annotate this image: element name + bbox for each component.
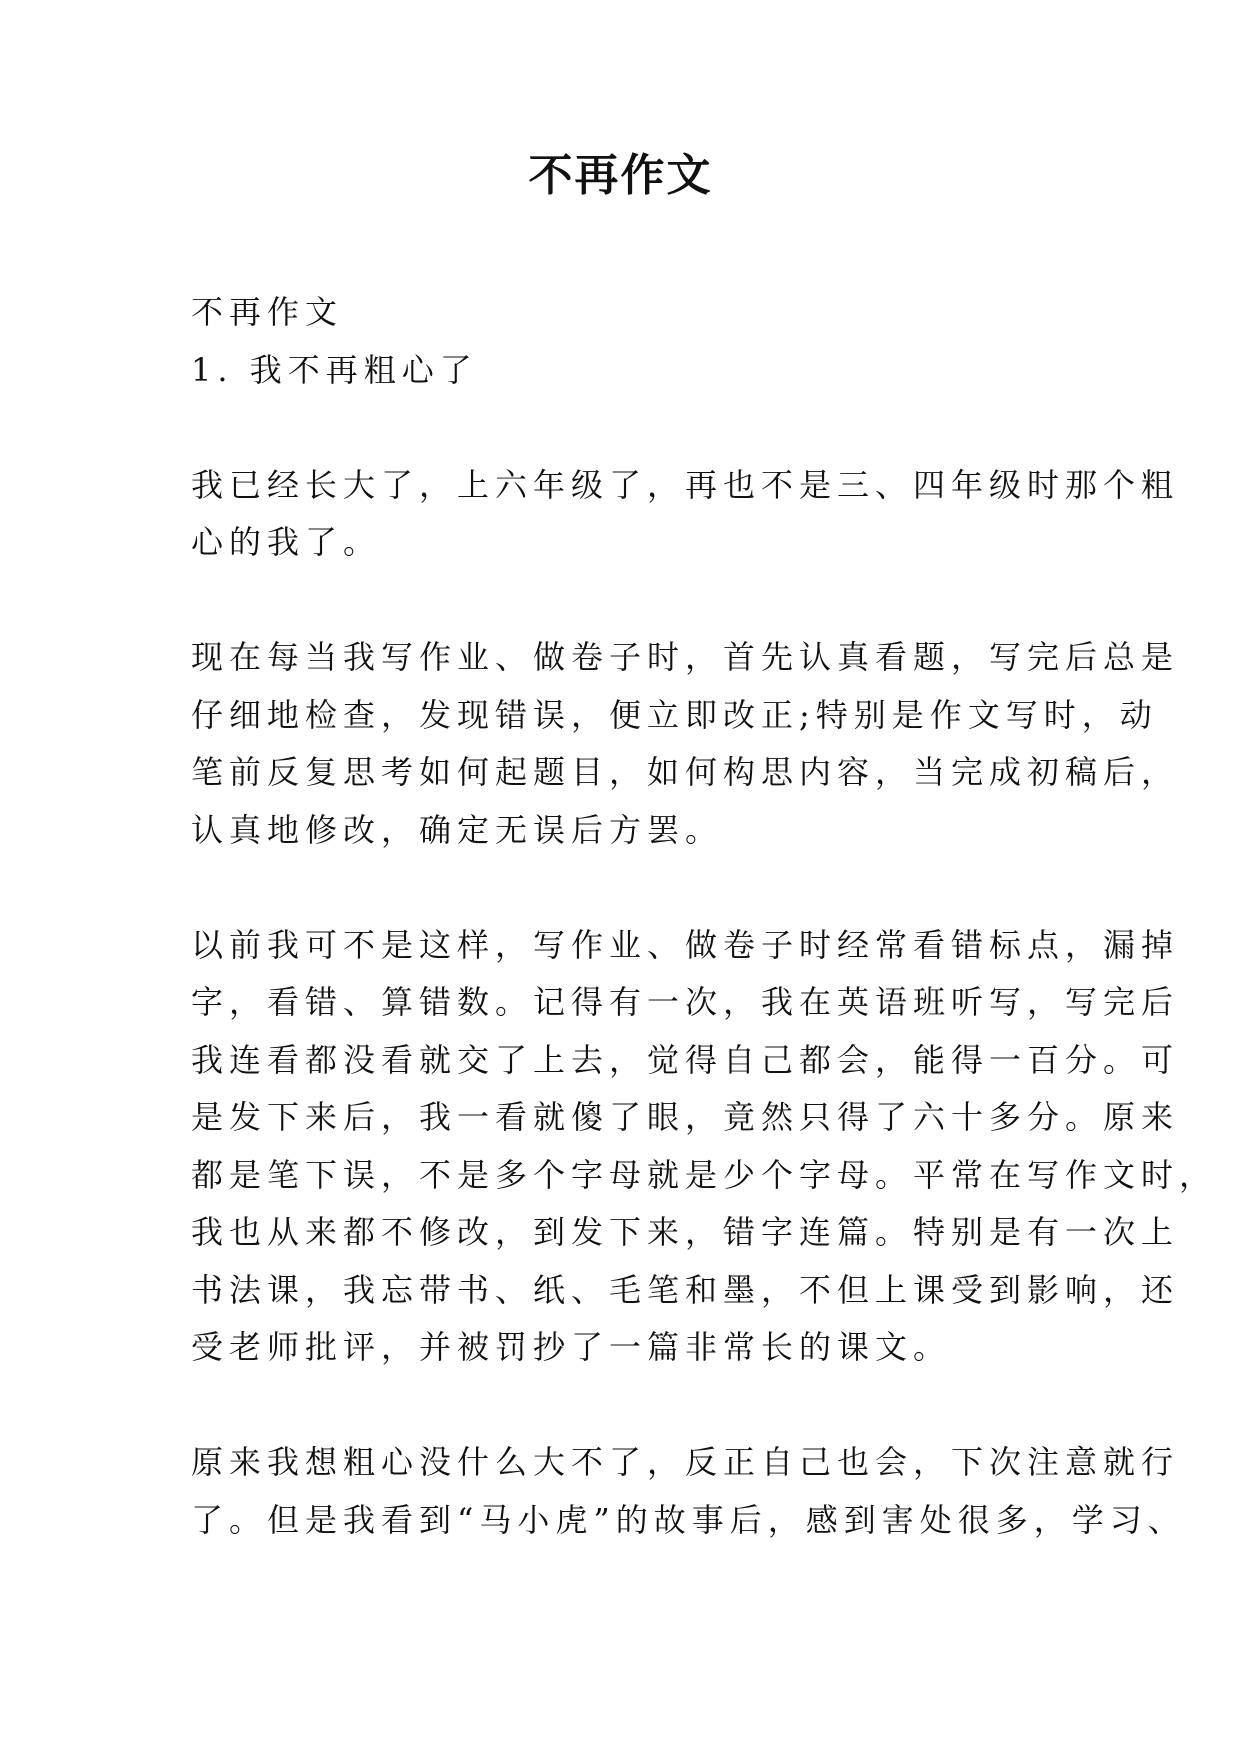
- paragraph-line: 认真地修改，确定无误后方罢。: [191, 810, 724, 849]
- paragraph-spacer: [191, 859, 1051, 917]
- paragraph-spacer: [191, 399, 1051, 457]
- paragraph-line: 笔前反复思考如何起题目，如何构思内容，当完成初稿后，: [191, 753, 1180, 791]
- paragraph-line: 仔细地检查，发现错误，便立即改正;特别是作文写时，动: [191, 695, 1158, 734]
- paragraph-line: 是发下来后，我一看就傻了眼，竟然只得了六十多分。原来: [191, 1098, 1180, 1136]
- paragraph-line: 字，看错、算错数。记得有一次，我在英语班听写，写完后: [191, 983, 1180, 1021]
- document-body: [191, 284, 1218, 1549]
- paragraph-spacer: [191, 572, 1051, 630]
- document-title: 不再作文: [528, 150, 713, 201]
- paragraph-2: [191, 629, 1180, 859]
- paragraph-line: 以前我可不是这样，写作业、做卷子时经常看错标点，漏掉: [191, 925, 1180, 964]
- paragraph-3: [191, 917, 1218, 1377]
- paragraph-spacer: [191, 1377, 1051, 1435]
- paragraph-line: 了。但是我看到“马小虎”的故事后，感到害处很多，学习、: [191, 1500, 1186, 1539]
- subtitle: 不再作文: [191, 293, 344, 331]
- paragraph-line: 心的我了。: [191, 523, 382, 561]
- paragraph-line: 现在每当我写作业、做卷子时，首先认真看题，写完后总是: [191, 638, 1180, 676]
- section-heading: 1. 我不再粗心了: [191, 350, 478, 389]
- paragraph-line: 受老师批评，并被罚抄了一篇非常长的课文。: [191, 1328, 952, 1366]
- paragraph-line: 我已经长大了，上六年级了，再也不是三、四年级时那个粗: [191, 465, 1180, 504]
- paragraph-1: [191, 457, 1180, 572]
- paragraph-line: 书法课，我忘带书、纸、毛笔和墨，不但上课受到影响，还: [191, 1270, 1180, 1309]
- paragraph-line: 我连看都没看就交了上去，觉得自己都会，能得一百分。可: [191, 1040, 1180, 1079]
- paragraph-4: [191, 1434, 1186, 1549]
- paragraph-line: 都是笔下误，不是多个字母就是少个字母。平常在写作文时，: [191, 1155, 1218, 1194]
- paragraph-line: 原来我想粗心没什么大不了，反正自己也会，下次注意就行: [191, 1443, 1180, 1481]
- paragraph-line: 我也从来都不修改，到发下来，错字连篇。特别是有一次上: [191, 1213, 1180, 1251]
